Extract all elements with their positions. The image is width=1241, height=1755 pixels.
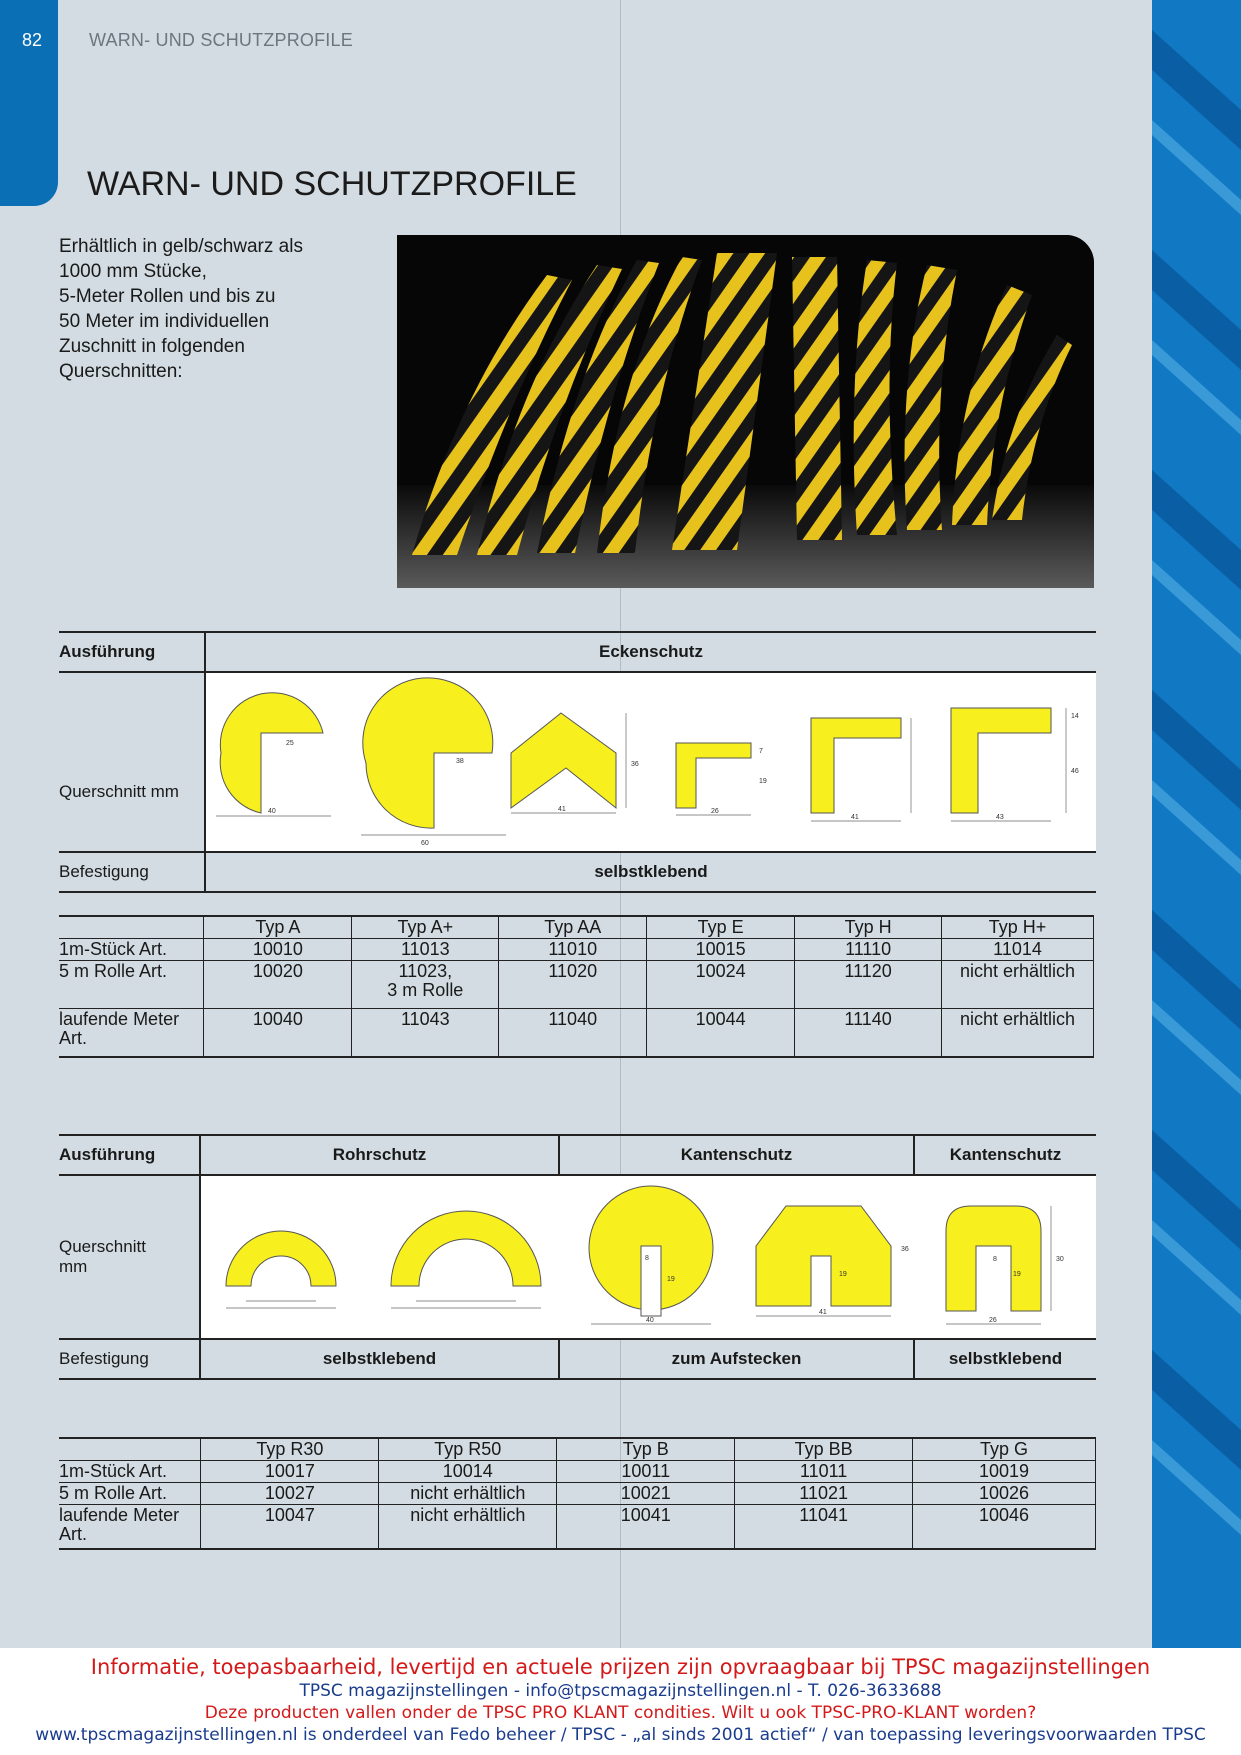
footer bbox=[0, 1648, 1241, 1755]
table-row: laufende Meter Art. 10047 nicht erhältlich 10041 11041 10046 bbox=[59, 1505, 1096, 1549]
page-number: 82 bbox=[22, 30, 43, 50]
profile-typ-r30 bbox=[226, 1231, 336, 1308]
dim-g2-s2: 19 bbox=[1013, 1271, 1021, 1278]
dim-b2: 60 bbox=[421, 840, 429, 847]
s2-ausfuehrung-label: Ausführung bbox=[59, 1145, 156, 1164]
profile-typ-aa bbox=[511, 713, 639, 813]
table-row: 5 m Rolle Art. 10027 nicht erhältlich 10021 11021 10026 bbox=[59, 1483, 1096, 1505]
s1-befestigung-label: Befestigung bbox=[59, 862, 149, 881]
dim-g3-s2: 30 bbox=[1056, 1256, 1064, 1263]
dim-bb1: 36 bbox=[901, 1246, 909, 1253]
dim-g3: 43 bbox=[996, 814, 1004, 821]
dim-g1-s2: 8 bbox=[993, 1256, 997, 1263]
intro-text: Erhältlich in gelb/schwarz als 1000 mm Stücke, 5-Meter Rollen und bis zu 50 Meter im individuellen Zuschnitt in folgenden Querschnitten: bbox=[59, 236, 303, 382]
dim-b1: 38 bbox=[456, 758, 464, 765]
s2-diagram-row bbox=[59, 1176, 1096, 1338]
s1-befestigung-value: selbstklebend bbox=[204, 853, 1096, 891]
s2-befestigung-kantenschutz-2: selbstklebend bbox=[913, 1340, 1096, 1378]
s1-befestigung-row bbox=[59, 851, 1096, 893]
dim-a2: 40 bbox=[268, 808, 276, 815]
s2-befestigung-rohrschutz: selbstklebend bbox=[199, 1340, 558, 1378]
product-photo bbox=[397, 235, 1094, 588]
dim-c2: 41 bbox=[558, 806, 566, 813]
profile-typ-r50 bbox=[391, 1211, 541, 1308]
dim-b1-s2: 8 bbox=[645, 1255, 649, 1262]
s2-category-rohrschutz: Rohrschutz bbox=[199, 1136, 558, 1174]
profile-typ-h bbox=[811, 718, 911, 821]
dim-g1: 14 bbox=[1071, 713, 1079, 720]
profile-typ-h-plus bbox=[951, 708, 1079, 821]
col-typ-r30: Typ R30 bbox=[201, 1438, 379, 1461]
s1-header-row bbox=[59, 631, 1096, 673]
col-typ-r50: Typ R50 bbox=[379, 1438, 557, 1461]
col-typ-a: Typ A bbox=[204, 916, 352, 939]
table-row: 1m-Stück Art. 10017 10014 10011 11011 10019 bbox=[59, 1461, 1096, 1483]
s1-diagram-row bbox=[59, 673, 1096, 851]
s2-diagram-panel bbox=[199, 1176, 1096, 1338]
s1-diagram-panel bbox=[204, 673, 1096, 851]
dim-e3: 26 bbox=[711, 808, 719, 815]
col-typ-h-plus: Typ H+ bbox=[942, 916, 1094, 939]
col-typ-h: Typ H bbox=[795, 916, 942, 939]
col-typ-g: Typ G bbox=[913, 1438, 1096, 1461]
running-header: WARN- UND SCHUTZPROFILE bbox=[89, 30, 353, 50]
col-typ-bb: Typ BB bbox=[735, 1438, 913, 1461]
dim-g4-s2: 26 bbox=[989, 1317, 997, 1324]
s2-befestigung-row bbox=[59, 1338, 1096, 1380]
s2-befestigung-kantenschutz-1: zum Aufstecken bbox=[558, 1340, 913, 1378]
table-row bbox=[59, 916, 1094, 939]
dim-bb2: 19 bbox=[839, 1271, 847, 1278]
footer-info-line: Informatie, toepasbaarheid, levertijd en actuele prijzen zijn opvraagbaar bij TPSC magazijnstellingen bbox=[90, 1655, 1151, 1679]
dim-a1: 25 bbox=[286, 740, 294, 747]
table-row: laufende Meter Art. 10040 11043 11040 10044 11140 nicht erhältlich bbox=[59, 1009, 1094, 1057]
dim-b3-s2: 40 bbox=[646, 1317, 654, 1324]
col-typ-b: Typ B bbox=[557, 1438, 735, 1461]
s2-befestigung-label: Befestigung bbox=[59, 1349, 149, 1368]
footer-pro-klant-line: Deze producten vallen onder de TPSC PRO KLANT condities. Wilt u ook TPSC-PRO-KLANT worden? bbox=[204, 1703, 1037, 1723]
dim-g2: 46 bbox=[1071, 768, 1079, 775]
dim-c1: 36 bbox=[631, 761, 639, 768]
dim-h1: 41 bbox=[851, 814, 859, 821]
dim-b2-s2: 19 bbox=[667, 1276, 675, 1283]
s2-category-kantenschutz-2: Kantenschutz bbox=[913, 1136, 1096, 1174]
profile-typ-e bbox=[676, 743, 767, 815]
table-row: 1m-Stück Art. 10010 11013 11010 10015 11110 11014 bbox=[59, 939, 1094, 961]
profile-typ-bb bbox=[756, 1206, 909, 1316]
s2-article-table bbox=[59, 1437, 1096, 1550]
s1-querschnitt-label: Querschnitt mm bbox=[59, 782, 179, 801]
dim-e1: 7 bbox=[759, 748, 763, 755]
s2-header-row bbox=[59, 1134, 1096, 1176]
profile-typ-a bbox=[216, 693, 331, 816]
s1-category-eckenschutz: Eckenschutz bbox=[204, 633, 1096, 671]
footer-contact-line[interactable]: TPSC magazijnstellingen - info@tpscmagazijnstellingen.nl - T. 026-3633688 bbox=[299, 1681, 942, 1701]
profile-typ-b bbox=[589, 1186, 713, 1324]
footer-website-line[interactable]: www.tpscmagazijnstellingen.nl is onderdeel van Fedo beheer / TPSC - „al sinds 2001 actief“ / van toepassing leveringsvoorwaarden TPSC bbox=[35, 1725, 1206, 1745]
table-row: 5 m Rolle Art. 10020 11023, 3 m Rolle 11020 10024 11120 nicht erhältlich bbox=[59, 961, 1094, 1009]
col-typ-aa: Typ AA bbox=[499, 916, 647, 939]
dim-e2: 19 bbox=[759, 778, 767, 785]
s2-querschnitt-label: Querschnitt mm bbox=[59, 1237, 146, 1276]
profile-typ-g bbox=[946, 1206, 1064, 1324]
right-stripe-bar bbox=[1152, 0, 1241, 1665]
table-row bbox=[59, 1438, 1096, 1461]
s1-ausfuehrung-label: Ausführung bbox=[59, 642, 156, 661]
col-typ-e: Typ E bbox=[647, 916, 795, 939]
profile-typ-a-plus bbox=[361, 678, 506, 847]
page-title: WARN- UND SCHUTZPROFILE bbox=[87, 165, 577, 203]
s1-article-table bbox=[59, 915, 1094, 1058]
s2-category-kantenschutz-1: Kantenschutz bbox=[558, 1136, 913, 1174]
dim-bb3: 41 bbox=[819, 1309, 827, 1316]
col-typ-a-plus: Typ A+ bbox=[352, 916, 499, 939]
